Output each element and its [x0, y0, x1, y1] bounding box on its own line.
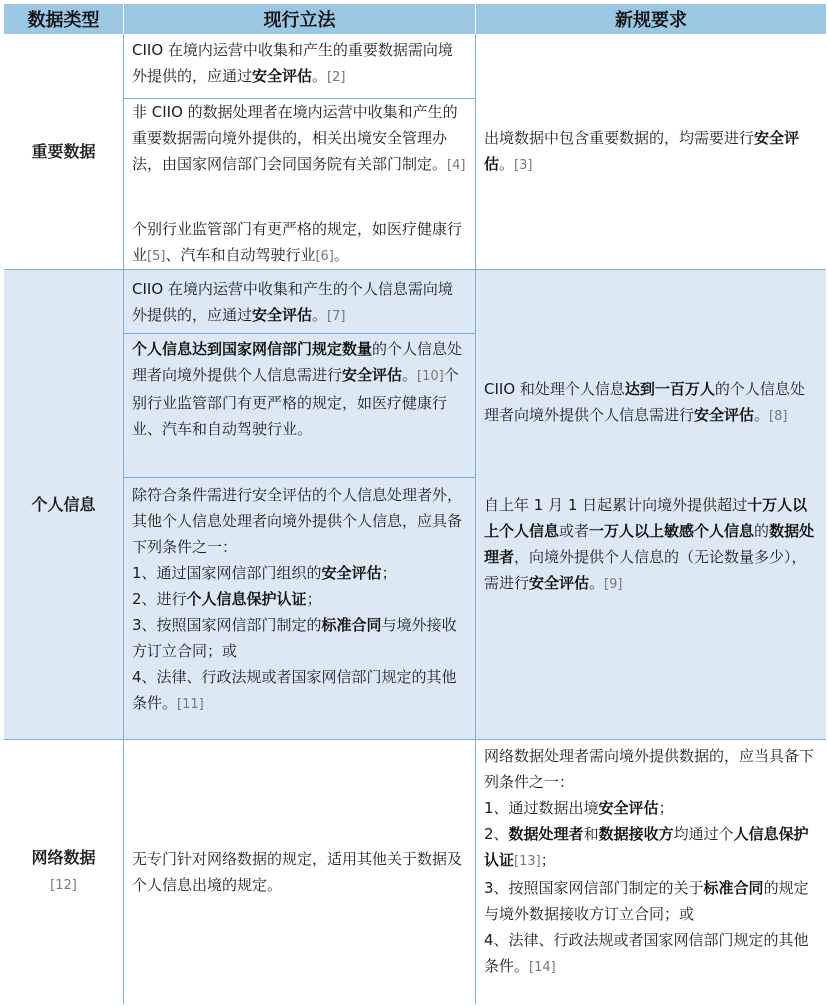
emphasis-text: 十万人以上个人信息: [484, 496, 808, 540]
text-run: 。: [754, 406, 770, 424]
text-run: 。: [312, 67, 328, 85]
current-law-entry: [124, 216, 475, 270]
text-run: 的规定与境外数据接收方订立合同；或: [484, 879, 809, 923]
text-run: 或者: [559, 522, 590, 540]
type-reference: [12]: [50, 878, 77, 893]
citation-ref: [2]: [327, 70, 346, 85]
paragraph: [484, 376, 818, 430]
paragraph: [484, 125, 818, 179]
emphasis-text: 安全评估: [529, 574, 590, 592]
text-run: 。: [402, 366, 418, 384]
emphasis-text: 数据处理者: [484, 522, 815, 566]
text-run: 自上年 1 月 1 日起累计向境外提供超过: [484, 496, 748, 514]
text-run: CIIO 和处理个人信息: [484, 380, 625, 398]
emphasis-text: 安全评估: [252, 67, 313, 85]
type-label: 重要数据: [31, 141, 96, 161]
text-run: 的个人信息处理者向境外提供个人信息需进行: [132, 340, 463, 384]
text-run: 除符合条件需进行安全评估的个人信息处理者外，其他个人信息处理者向境外提供个人信息，应具备下列条件之一：: [132, 486, 463, 556]
text-run: 。: [333, 246, 349, 264]
citation-ref: [14]: [529, 960, 556, 975]
text-run: 出境数据中包含重要数据的，均需要进行: [484, 128, 755, 147]
list-item: [132, 612, 467, 664]
emphasis-text: 安全评估: [342, 366, 403, 384]
citation-ref: [4]: [447, 158, 466, 173]
text-run: 无专门针对网络数据的规定，适用其他关于数据及个人信息出境的规定。: [132, 850, 463, 894]
paragraph: [132, 37, 467, 91]
text-run: 网络数据处理者需向境外提供数据的，应当具备下列条件之一：: [484, 747, 815, 791]
text-run: ，向境外提供个人信息的（无论数量多少），需进行: [484, 548, 807, 592]
text-run: ；: [381, 564, 397, 582]
text-run: 均通过个: [673, 825, 734, 843]
emphasis-text: 个人信息保护认证: [186, 590, 307, 608]
current-law-entry: [124, 482, 475, 740]
current-law-entry: [124, 37, 475, 99]
text-run: CIIO 在境内运营中收集和产生的重要数据需向境外提供的，应通过: [132, 41, 453, 85]
text-run: 个别行业监管部门有更严格的规定，如医疗健康行业: [132, 220, 463, 264]
new-requirement-personal-info: [476, 270, 826, 740]
text-run: 。: [589, 574, 605, 592]
current-law-entry: [124, 336, 475, 478]
list-item: [484, 875, 818, 927]
paragraph: [132, 276, 467, 330]
citation-ref: [5]: [147, 249, 166, 264]
text-run: ；: [658, 799, 674, 817]
emphasis-text: 一万人以上敏感个人信息: [589, 522, 755, 540]
emphasis-text: 安全评估: [598, 799, 659, 817]
text-run: 的: [754, 522, 770, 540]
emphasis-text: 达到一百万人: [624, 380, 715, 398]
paragraph: [132, 336, 467, 442]
list-item: [132, 586, 467, 612]
text-run: 2、进行: [132, 590, 187, 608]
text-run: 2、: [484, 825, 509, 843]
text-run: ；: [540, 851, 556, 869]
list-item: [484, 821, 818, 875]
citation-ref: [7]: [327, 309, 346, 324]
paragraph: [132, 482, 467, 718]
text-run: 、汽车和自动驾驶行业: [165, 246, 316, 264]
emphasis-text: 安全评估: [252, 306, 313, 324]
current-law-personal-info: [124, 270, 476, 740]
current-law-entry: [124, 276, 475, 334]
text-run: CIIO 在境内运营中收集和产生的个人信息需向境外提供的，应通过: [132, 280, 453, 324]
citation-ref: [8]: [769, 409, 788, 424]
header-current-law: 现行立法: [124, 4, 476, 34]
text-run: 。: [312, 306, 328, 324]
current-law-important-data: [124, 34, 476, 270]
list-item: [484, 795, 818, 821]
emphasis-text: 个人信息达到国家网信部门规定数量: [132, 340, 373, 358]
citation-ref: [3]: [514, 157, 533, 173]
emphasis-text: 人信息保护认证: [484, 825, 809, 869]
emphasis-text: 标准合同: [321, 616, 382, 634]
paragraph: [484, 492, 818, 598]
text-run: 1、通过国家网信部门组织的: [132, 564, 322, 582]
text-run: 非 CIIO 的数据处理者在境内运营中收集和产生的重要数据需向境外提供的，相关出境安全管理办法，由国家网信部门会同国务院有关部门制定。: [132, 103, 458, 173]
header-new-requirement: 新规要求: [476, 4, 826, 34]
text-run: 4、法律、行政法规或者国家网信部门规定的其他条件。: [484, 931, 809, 975]
text-run: 1、通过数据出境: [484, 799, 599, 817]
new-requirement-network-data: [476, 740, 826, 1004]
paragraph: [132, 846, 467, 898]
row-type-personal-info: [4, 270, 124, 740]
citation-ref: [6]: [315, 249, 334, 264]
citation-ref: [9]: [604, 577, 623, 592]
emphasis-text: 安全评估: [694, 406, 755, 424]
paragraph: [132, 99, 467, 179]
text-run: 个别行业监管部门有更严格的规定，如医疗健康行业、汽车和自动驾驶行业。: [132, 366, 459, 438]
paragraph: [484, 743, 818, 981]
header-data-type: 数据类型: [4, 4, 124, 34]
current-law-network-data: [124, 740, 476, 1004]
list-item: [484, 927, 818, 981]
emphasis-text: 安全评估: [484, 128, 800, 173]
current-law-entry: [124, 99, 475, 214]
row-type-important-data: [4, 34, 124, 270]
emphasis-text: 标准合同: [703, 879, 764, 897]
citation-ref: [13]: [514, 854, 541, 869]
emphasis-text: 安全评估: [321, 564, 382, 582]
paragraph: [132, 216, 467, 270]
text-run: 4、法律、行政法规或者国家网信部门规定的其他条件。: [132, 668, 457, 712]
regulation-comparison-table: [4, 4, 826, 1004]
row-type-network-data: [4, 740, 124, 1004]
text-run: 。: [499, 154, 515, 173]
text-run: 3、按照国家网信部门制定的关于: [484, 879, 704, 897]
type-label: 网络数据: [31, 848, 96, 867]
text-run: 与境外接收方订立合同；或: [132, 616, 457, 660]
text-run: ；: [306, 590, 322, 608]
text-run: 和: [583, 825, 599, 843]
citation-ref: [10]: [417, 369, 444, 384]
citation-ref: [11]: [177, 697, 204, 712]
type-label: 个人信息: [31, 494, 96, 514]
text-run: 3、按照国家网信部门制定的: [132, 616, 322, 634]
new-requirement-important-data: [476, 34, 826, 270]
list-item: [132, 664, 467, 718]
emphasis-text: 数据接收方: [598, 825, 674, 843]
text-run: 的个人信息处理者向境外提供个人信息需进行: [484, 380, 805, 424]
list-item: [132, 560, 467, 586]
emphasis-text: 数据处理者: [508, 825, 584, 843]
